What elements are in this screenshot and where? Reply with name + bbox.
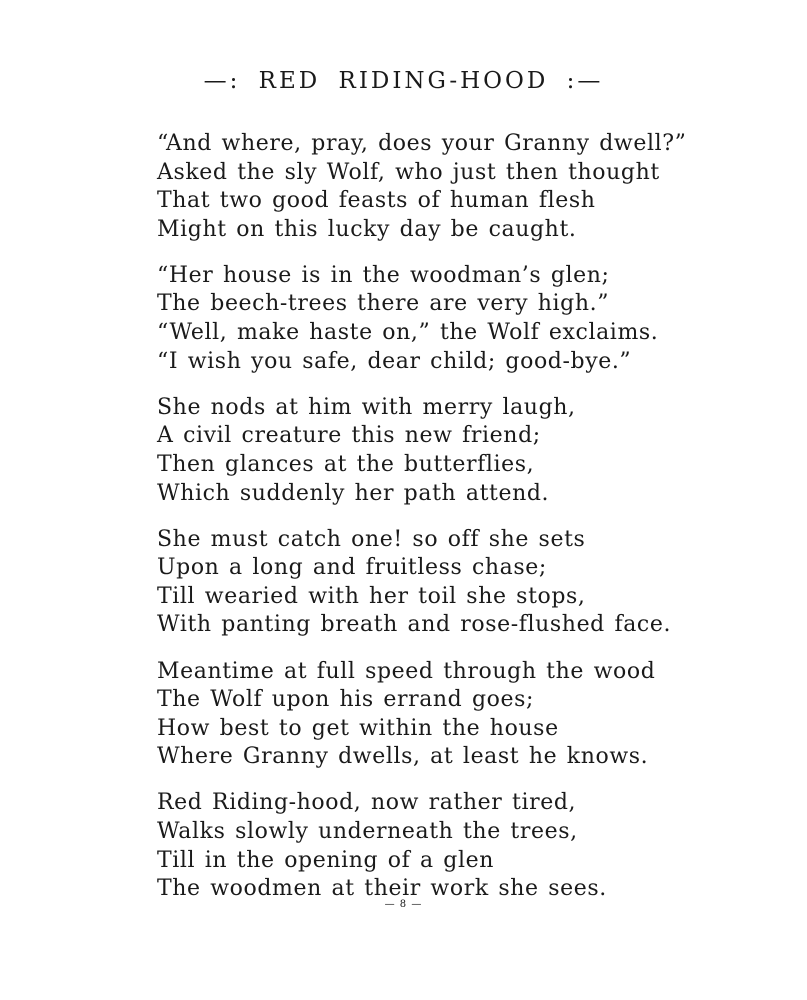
verse-line: With panting breath and rose-flushed face. [157,612,672,638]
page-title: —: RED RIDING-HOOD :— [203,68,604,94]
verse-line: Asked the sly Wolf, who just then thought [157,159,660,185]
verse-line: Then glances at the butterflies, [157,451,535,477]
page-number: — 8 — [384,899,423,910]
poem [157,130,757,921]
verse-line: Till wearied with her toil she stops, [157,583,586,609]
verse-line: Might on this lucky day be caught. [157,216,577,242]
stanza [157,526,757,640]
stanza [157,789,757,903]
verse-line: She nods at him with merry laugh, [157,394,576,420]
verse-line: That two good feasts of human flesh [157,188,596,214]
stanza [157,394,757,508]
verse-line: Upon a long and fruitless chase; [157,555,547,581]
verse-line: “And where, pray, does your Granny dwell?” [157,131,687,156]
stanza [157,130,757,244]
verse-line: Red Riding-hood, now rather tired, [157,790,577,816]
verse-line: How best to get within the house [157,715,559,741]
verse-line: “Her house is in the woodman’s glen; [157,262,610,288]
verse-line: Till in the opening of a glen [157,847,494,873]
verse-line: She must catch one! so off she sets [157,526,586,552]
verse-line: The woodmen at their work she sees. [157,876,607,902]
verse-line: “I wish you safe, dear child; good-bye.” [157,348,632,374]
verse-line: A civil creature this new friend; [157,423,541,449]
stanza [157,658,757,772]
stanza [157,262,757,376]
verse-line: The beech-trees there are very high.” [157,291,610,317]
verse-line: Where Granny dwells, at least he knows. [157,744,649,770]
verse-line: Which suddenly her path attend. [157,480,550,506]
verse-line: Meantime at full speed through the wood [157,658,656,684]
verse-line: The Wolf upon his errand goes; [157,687,535,713]
verse-line: “Well, make haste on,” the Wolf exclaims. [157,320,659,346]
verse-line: Walks slowly underneath the trees, [157,818,578,844]
